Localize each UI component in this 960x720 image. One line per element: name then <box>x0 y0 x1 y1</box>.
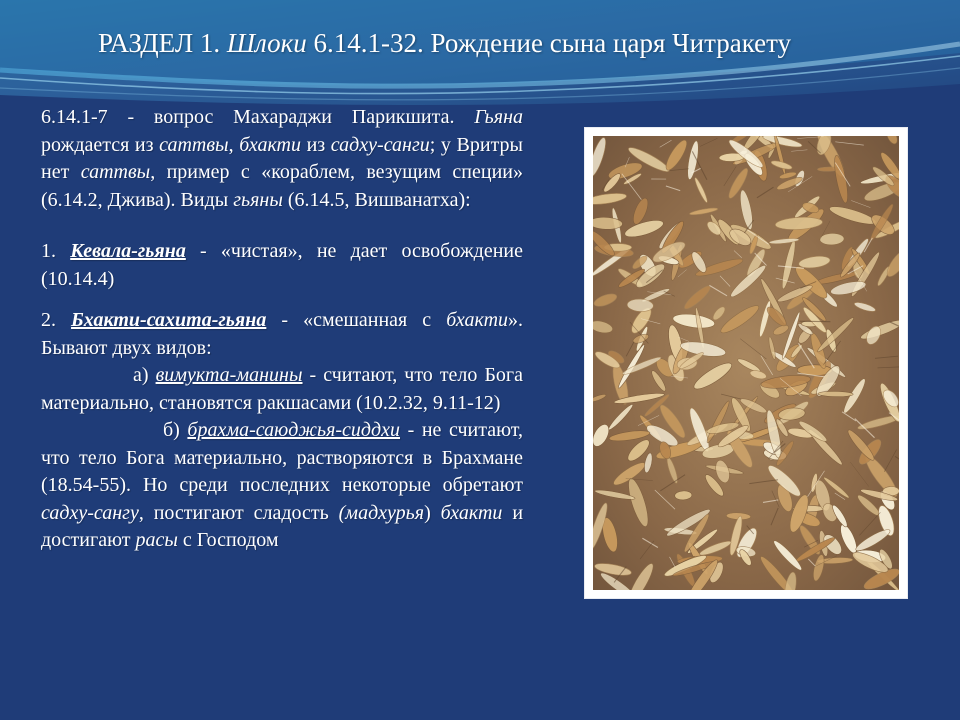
title-suffix: 6.14.1-32. Рождение сына царя Читракету <box>313 28 792 58</box>
intro-part-c: рождается из <box>41 133 154 156</box>
bhakti-sahita-part-c: - «смешанная с <box>281 309 432 331</box>
bhakti-sahita-number: 2. <box>41 309 56 331</box>
kevala-description: - «чистая», не дает освобождение (10.14.4) <box>41 240 524 290</box>
rice-husks-image-frame <box>585 128 907 598</box>
bhakti-sahita-part-e: ». Бывают двух видов: <box>41 309 524 359</box>
husk-grain <box>818 391 853 397</box>
intro-part-i: ; у Вритры нет <box>41 133 523 183</box>
title-shloki: Шлоки <box>226 28 307 58</box>
intro-part-a: 6.14.1-7 - вопрос Махараджи Парикшита. <box>41 106 455 128</box>
kevala-term: Кевала-гьяна <box>70 240 186 262</box>
intro-part-d: саттвы <box>159 133 229 156</box>
brahma-part-i: и достигают <box>41 501 524 551</box>
brahma-term: брахма-саюджья-сиддхи <box>187 419 401 441</box>
intro-part-l: гьяны <box>233 188 283 211</box>
brahma-part-g: ) <box>424 501 431 524</box>
brahma-part-j: расы <box>135 529 178 551</box>
bhakti-sahita-part-d: бхакти <box>446 309 509 331</box>
intro-part-h: садху-санги <box>330 133 430 156</box>
kevala-number: 1. <box>41 240 56 262</box>
paragraph-intro <box>41 104 523 214</box>
title-prefix: РАЗДЕЛ 1. <box>98 28 221 58</box>
paragraph-vimukta <box>41 362 523 417</box>
paragraph-bhakti-sahita <box>41 307 523 362</box>
intro-part-j: саттвы <box>80 161 151 183</box>
intro-part-f: бхакти <box>239 133 301 156</box>
intro-part-m: (6.14.5, Вишванатха): <box>287 188 471 211</box>
brahma-part-c: - не считают, что тело Бога материально, растворяются в Брахмане (18.54-55). Но среди последних некоторые обретают <box>41 419 523 496</box>
spacer <box>41 293 523 307</box>
slide-title <box>98 26 918 60</box>
main-text <box>41 104 523 555</box>
brahma-part-h: бхакти <box>440 501 503 524</box>
spacer <box>41 214 523 238</box>
vimukta-term: вимукта-манины <box>155 364 303 386</box>
intro-part-b: Гьяна <box>474 106 523 128</box>
vimukta-description: - считают, что тело Бога материально, становятся ракшасами (10.2.32, 9.11-12) <box>41 364 524 414</box>
intro-part-g: из <box>306 133 326 156</box>
brahma-letter: б) <box>163 419 180 441</box>
rice-husks-image <box>593 136 899 590</box>
vimukta-letter: а) <box>133 364 149 386</box>
brahma-part-k: с Господом <box>182 529 279 551</box>
brahma-part-f: (мадхурья <box>338 501 425 524</box>
brahma-part-e: , постигают сладость <box>138 501 329 524</box>
brahma-part-d: садху-сангу <box>41 501 139 524</box>
intro-part-e: , <box>228 133 234 156</box>
bhakti-sahita-term: Бхакти-сахита-гьяна <box>71 309 267 331</box>
husk-streak <box>799 321 830 322</box>
paragraph-kevala <box>41 238 523 293</box>
intro-part-k: , пример с «кораблем, везущим специи» (6.14.2, Джива). Виды <box>41 161 523 211</box>
paragraph-brahma-sayujya <box>41 417 523 555</box>
